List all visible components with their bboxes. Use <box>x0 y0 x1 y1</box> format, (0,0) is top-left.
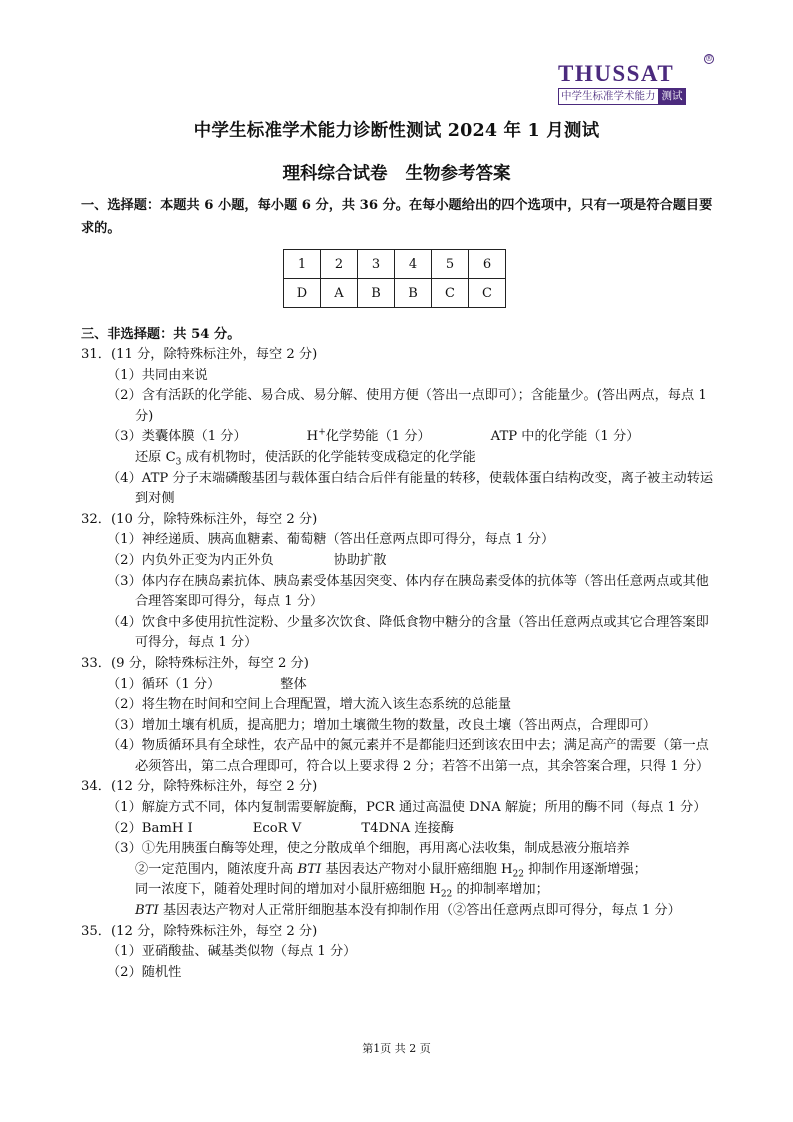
logo-subtitle: 中学生标准学术能力 <box>558 88 659 105</box>
q34-part1: （1）解旋方式不同，体内复制需要解旋酶，PCR 通过高温使 DNA 解旋；所用的酶不同（每点 1 分） <box>107 800 707 816</box>
q33-heading: 33．(9 分，除特殊标注外，每空 2 分) <box>81 655 309 671</box>
question-number-cell: 3 <box>358 250 395 279</box>
q32-part3: （3）体内存在胰岛素抗体、胰岛素受体基因突变、体内存在胰岛素受体的抗体等（答出任意两点或其他合理答案即可得分，每点 1 分） <box>107 573 709 610</box>
q33-part3: （3）增加土壤有机质，提高肥力；增加土壤微生物的数量，改良土壤（答出两点，合理即可） <box>107 717 657 733</box>
page-subtitle <box>0 160 793 185</box>
q31-part3-c: ATP 中的化学能（1 分） <box>490 429 640 445</box>
q34-part2: （2）BamH I EcoR V T4DNA 连接酶 <box>107 820 454 836</box>
q31-part3-b: H+化学势能（1 分） <box>306 427 431 445</box>
q35-part2: （2）随机性 <box>107 964 182 980</box>
q31-part3-a: （3）类囊体膜（1 分） <box>107 429 247 445</box>
q32-part4: （4）饮食中多使用抗性淀粉、少量多次饮食、降低食物中糖分的含量（答出任意两点或其它合理答案即可得分，每点 1 分） <box>107 614 709 651</box>
q33-part4: （4）物质循环具有全球性，农产品中的氮元素并不是都能归还到该农田中去；满足高产的需要（第一点必须答出，第二点合理即可，符合以上要求得 2 分；若答不出第一点，其余答案合理，只得 1 分） <box>107 738 710 774</box>
page-footer: 第1页 共 2 页 <box>362 1042 431 1055</box>
q34-part3: （3）①先用胰蛋白酶等处理，使之分散成单个细胞，再用离心法收集，制成悬液分瓶培养 <box>107 841 630 857</box>
answers-body <box>81 345 721 983</box>
answer-table-answers-row <box>284 279 506 308</box>
section3-heading: 三、非选择题：共 54 分。 <box>81 327 241 342</box>
answer-cell: C <box>432 279 469 308</box>
answer-cell: B <box>358 279 395 308</box>
answer-cell: A <box>321 279 358 308</box>
answer-cell: B <box>395 279 432 308</box>
q32-heading: 32．(10 分，除特殊标注外，每空 2 分) <box>81 511 318 527</box>
q32-part1: （1）神经递质、胰高血糖素、葡萄糖（答出任意两点即可得分，每点 1 分） <box>107 532 555 548</box>
q33-part2: （2）将生物在时间和空间上合理配置，增大流入该生态系统的总能量 <box>107 697 512 713</box>
q34-part3-d: BTI 基因表达产物对人正常肝细胞基本没有抑制作用（②答出任意两点即可得分，每点 1 分） <box>135 903 681 919</box>
q34-part3-b: ②一定范围内，随浓度升高 BTI 基因表达产物对小鼠肝癌细胞 $H_{22}$ 抑制作用逐渐增强； <box>135 861 647 880</box>
answer-cell: D <box>284 279 321 308</box>
registered-mark-icon: ® <box>705 54 713 63</box>
subtitle-answers: 生物参考答案 <box>405 164 511 184</box>
q34-part3-c: 同一浓度下，随着处理时间的增加对小鼠肝癌细胞 $H_{22}$ 的抑制率增加； <box>135 882 549 901</box>
answer-cell: C <box>469 279 506 308</box>
page-title: 中学生标准学术能力诊断性测试 2024 年 1 月测试 <box>193 121 600 141</box>
question-number-cell: 2 <box>321 250 358 279</box>
answer-table-numbers-row <box>284 250 506 279</box>
q35-heading: 35．(12 分，除特殊标注外，每空 2 分) <box>81 923 318 939</box>
section1-heading: 一、选择题：本题共 6 小题，每小题 6 分，共 36 分。在每小题给出的四个选项中，只有一项是符合题目要求的。 <box>81 198 713 236</box>
q33-part1: （1）循环（1 分） 整体 <box>107 676 307 692</box>
question-number-cell: 1 <box>284 250 321 279</box>
q31-part1: （1）共同由来说 <box>107 367 208 383</box>
q31-part3 <box>81 427 721 448</box>
q31-part2: （2）含有活跃的化学能、易合成、易分解、使用方便（答出一点即可）；含能量少。(答出两点，每点 1 分) <box>107 388 707 424</box>
question-number-cell: 5 <box>432 250 469 279</box>
q35-part1: （1）亚硝酸盐、碱基类似物（每点 1 分） <box>107 944 357 960</box>
logo-banner <box>558 88 710 105</box>
q31-heading: 31．(11 分，除特殊标注外，每空 2 分) <box>81 347 318 362</box>
question-number-cell: 6 <box>469 250 506 279</box>
q31-part4: （4）ATP 分子末端磷酸基团与载体蛋白结合后伴有能量的转移，使载体蛋白结构改变，离子被主动转运到对侧 <box>107 470 714 507</box>
thussat-logo <box>558 54 713 105</box>
subtitle-paper: 理科综合试卷 <box>282 164 388 184</box>
q32-part2: （2）内负外正变为内正外负 协助扩散 <box>107 552 387 568</box>
answer-table <box>283 249 506 308</box>
logo-wordmark: THUSSAT <box>558 61 675 86</box>
question-number-cell: 4 <box>395 250 432 279</box>
logo-tag: 测试 <box>659 88 686 105</box>
q34-heading: 34．(12 分，除特殊标注外，每空 2 分) <box>81 779 318 795</box>
q31-part3-d: 还原 $C_3$ 成有机物时，使活跃的化学能转变成稳定的化学能 <box>135 449 476 468</box>
